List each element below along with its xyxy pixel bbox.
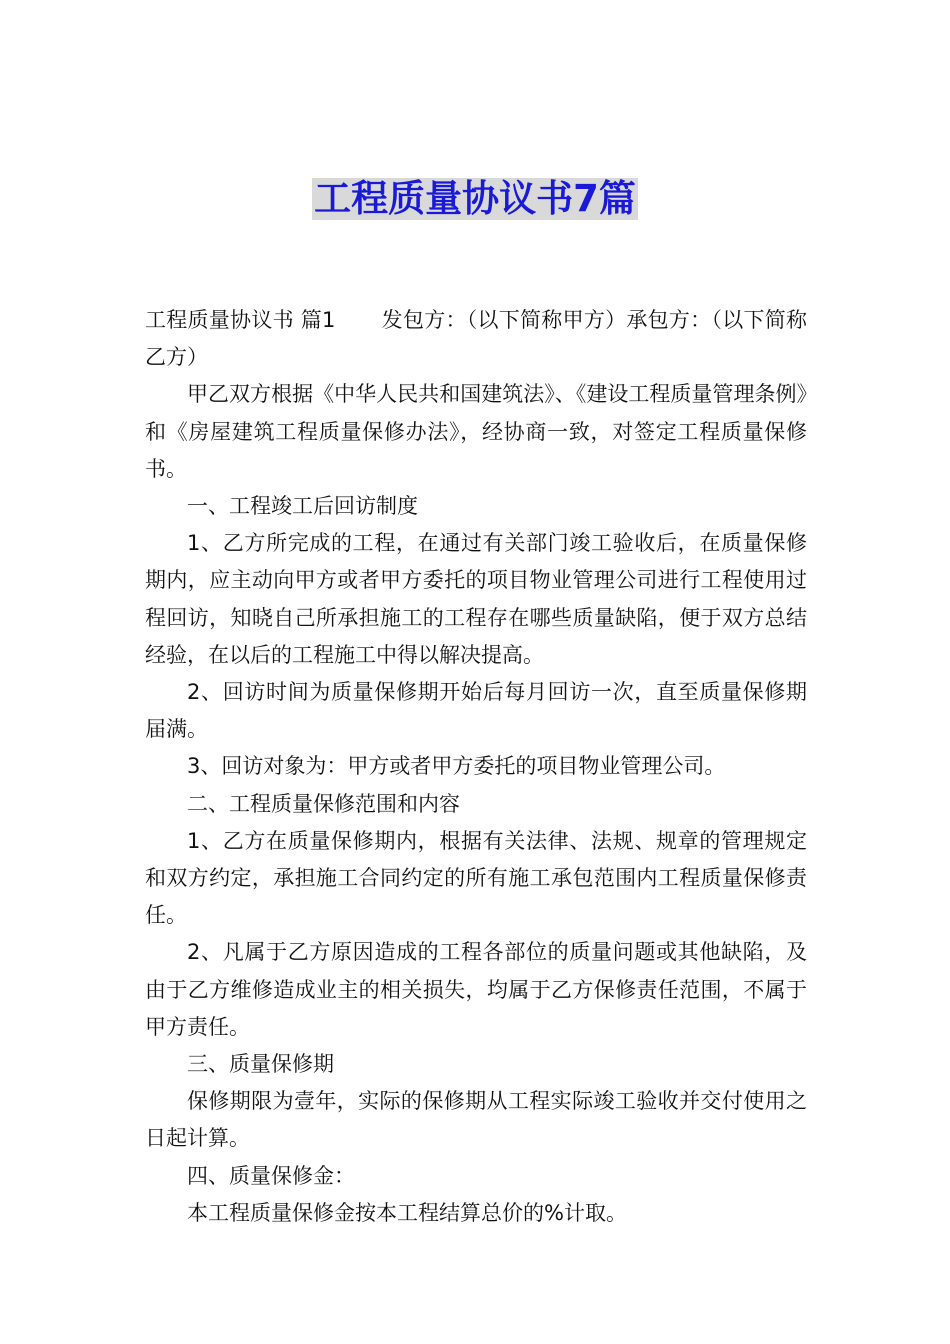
paragraph: 2、凡属于乙方原因造成的工程各部位的质量问题或其他缺陷，及由于乙方维修造成业主的相关损失，均属于乙方保修责任范围，不属于甲方责任。 [145, 940, 807, 1039]
paragraph: 保修期限为壹年，实际的保修期从工程实际竣工验收并交付使用之日起计算。 [145, 1089, 807, 1151]
paragraph: 3、回访对象为：甲方或者甲方委托的项目物业管理公司。 [187, 754, 726, 779]
paragraph: 甲乙双方根据《中华人民共和国建筑法》、《建设工程质量管理条例》和《房屋建筑工程质量保修办法》，经协商一致，对签定工程质量保修书。 [145, 382, 807, 481]
title-container [0, 178, 950, 220]
document-body [145, 302, 807, 1232]
section-heading-label: 工程质量协议书 篇1 [145, 308, 336, 332]
section-heading: 一、工程竣工后回访制度 [187, 494, 418, 519]
section-heading: 三、质量保修期 [187, 1052, 334, 1077]
document-title: 工程质量协议书7篇 [314, 177, 636, 220]
paragraph: 1、乙方在质量保修期内，根据有关法律、法规、规章的管理规定和双方约定，承担施工合同约定的所有施工承包范围内工程质量保修责任。 [145, 828, 807, 928]
section-heading: 二、工程质量保修范围和内容 [187, 791, 460, 816]
paragraph: 本工程质量保修金按本工程结算总价的%计取。 [187, 1200, 627, 1225]
section-heading: 四、质量保修金： [187, 1163, 355, 1188]
paragraph: 2、回访时间为质量保修期开始后每月回访一次，直至质量保修期届满。 [145, 680, 807, 742]
intro-line [145, 302, 807, 376]
paragraph: 1、乙方所完成的工程，在通过有关部门竣工验收后，在质量保修期内，应主动向甲方或者甲方委托的项目物业管理公司进行工程使用过程回访，知晓自己所承担施工的工程存在哪些质量缺陷，便于双方总结经验，在以后的工程施工中得以解决提高。 [145, 531, 807, 667]
parties-line: 发包方：（以下简称甲方）承包方：（以下简称乙方） [145, 308, 807, 370]
